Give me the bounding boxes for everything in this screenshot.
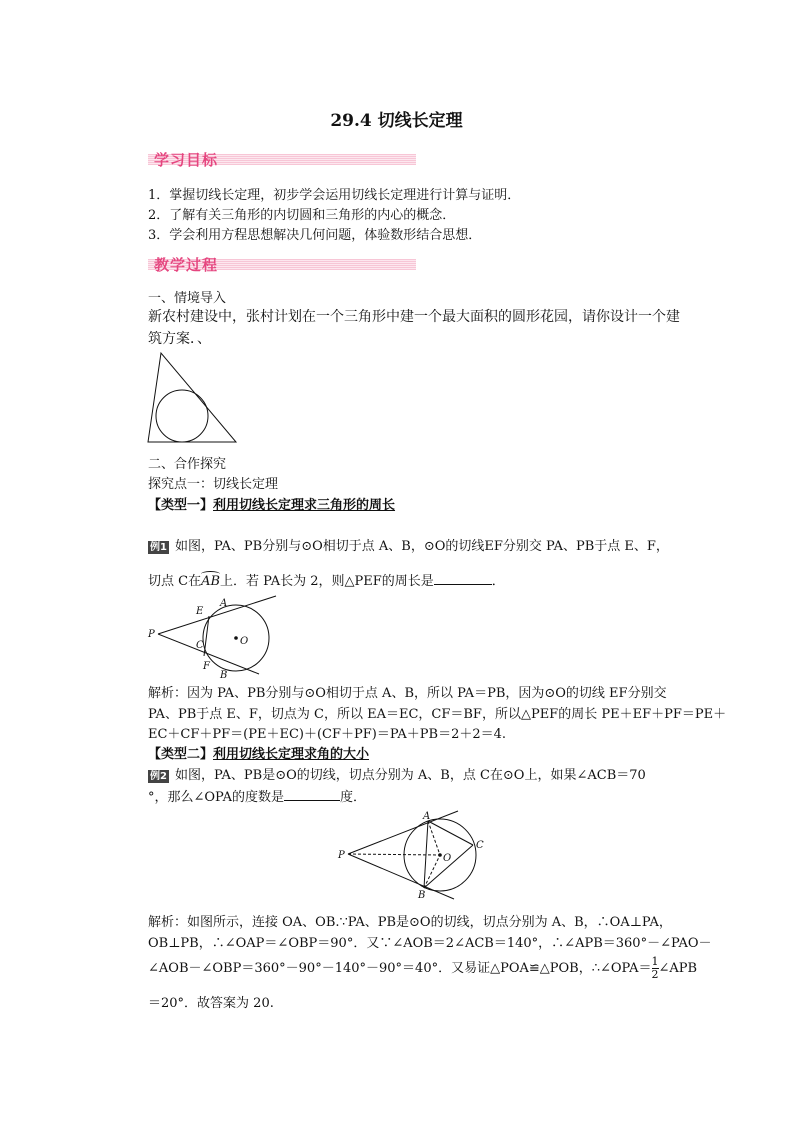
fig2-label-o: O (443, 853, 452, 864)
example-2-text-1: 如图，PA、PB是⊙O的切线，切点分别为 A、B，点 C在⊙O上，如果∠ACB＝70 (174, 768, 646, 783)
type-2-heading (148, 743, 369, 762)
fig2-label-c: C (476, 840, 484, 851)
goal-3: 3．学会利用方程思想解决几何问题，体验数形结合思想． (148, 228, 482, 243)
answer-blank-1[interactable] (434, 572, 492, 585)
answer-blank-2[interactable] (284, 788, 340, 801)
type-1-heading (148, 494, 395, 513)
fig1-label-a: A (220, 598, 228, 609)
goals-banner (148, 150, 416, 170)
intro-line-2: 筑方案．、 (148, 331, 211, 347)
fig1-label-p: P (148, 629, 155, 640)
intro-line-1: 新农村建设中，张村计划在一个三角形中建一个最大面积的圆形花园，请你设计一个建 (148, 309, 680, 325)
triangle-incircle-figure (146, 350, 241, 446)
fraction-one-half: $\frac{1}{2}$ (651, 955, 659, 981)
example-1-text-2b: 上．若 PA长为 2，则△PEF的周长是 (220, 574, 434, 589)
explore-point-1: 探究点一：切线长定理 (148, 477, 279, 492)
solution-1-line-1: 解析：因为 PA、PB分别与⊙O相切于点 A、B，所以 PA＝PB，因为⊙O的切线 EF分别交 (148, 686, 667, 701)
explore-heading: 二、合作探究 (148, 457, 227, 472)
example-1-line-1 (148, 535, 669, 554)
example-2-text-2b: 度． (340, 790, 367, 805)
intro-heading: 一、情境导入 (148, 291, 227, 306)
example-1-text-2-end: ． (491, 574, 505, 589)
solution-2-text-3b: ∠APB (658, 961, 698, 976)
solution-2-text-3a: ∠AOB－∠OBP＝360°－90°－140°－90°＝40°．又易证△POA≌△POB，∴∠OPA＝ (148, 961, 652, 976)
fig1-label-o: O (240, 636, 249, 647)
page-title: 29.4 切线长定理 (330, 111, 463, 131)
goal-1: 1．掌握切线长定理，初步学会运用切线长定理进行计算与证明． (148, 188, 521, 203)
fig1-label-f: F (203, 661, 210, 672)
solution-2-line-3 (148, 956, 697, 981)
example-1-text-2a: 切点 C在 (148, 574, 202, 589)
example-1-line-2 (148, 570, 505, 589)
example-1-tag: 例1 (150, 542, 167, 553)
goals-label: 学习目标 (154, 151, 219, 169)
arc-ab: AB (201, 574, 220, 589)
fig1-label-b: B (220, 670, 228, 681)
example-2-line-2 (148, 786, 366, 805)
solution-2-line-2: OB⊥PB，∴∠OAP＝∠OBP＝90°．又∵∠AOB＝2∠ACB＝140°，∴∠APB＝360°－∠PAO－ (148, 936, 712, 951)
type-2-prefix: 【类型二】 (148, 747, 214, 762)
solution-2-line-1: 解析：如图所示，连接 OA、OB.∵PA、PB是⊙O的切线，切点分别为 A、B，∴OA⊥PA， (148, 915, 672, 930)
type-2-title: 利用切线长定理求角的大小 (213, 747, 370, 762)
example-2-tag: 例2 (150, 771, 167, 782)
example-2-figure (336, 808, 486, 900)
example-2-text-2a: °，那么∠OPA的度数是 (148, 790, 284, 805)
solution-1-line-2: PA、PB于点 E、F，切点为 C，所以 EA＝EC，CF＝BF，所以△PEF的周长 PE＋EF＋PF＝PE＋ (148, 707, 727, 722)
process-label: 教学过程 (154, 256, 219, 274)
fig1-label-e: E (196, 606, 204, 617)
type-1-title: 利用切线长定理求三角形的周长 (213, 498, 396, 513)
goal-2: 2．了解有关三角形的内切圆和三角形的内心的概念． (148, 208, 456, 223)
solution-1-line-3: EC＋CF＋PF＝(PE＋EC)＋(CF＋PF)＝PA＋PB＝2＋2＝4. (148, 727, 507, 742)
example-2-line-1 (148, 764, 646, 783)
fig2-label-p: P (338, 850, 345, 861)
fig2-label-b: B (418, 890, 426, 900)
fig2-label-a: A (423, 811, 431, 822)
fig1-label-c: C (196, 640, 204, 651)
solution-2-line-4: ＝20°．故答案为 20. (148, 996, 274, 1011)
example-1-text-1: 如图，PA、PB分别与⊙O相切于点 A、B，⊙O的切线EF分别交 PA、PB于点 E、F， (174, 539, 669, 554)
type-1-prefix: 【类型一】 (148, 498, 214, 513)
process-banner (148, 255, 416, 275)
example-1-figure (144, 594, 284, 682)
